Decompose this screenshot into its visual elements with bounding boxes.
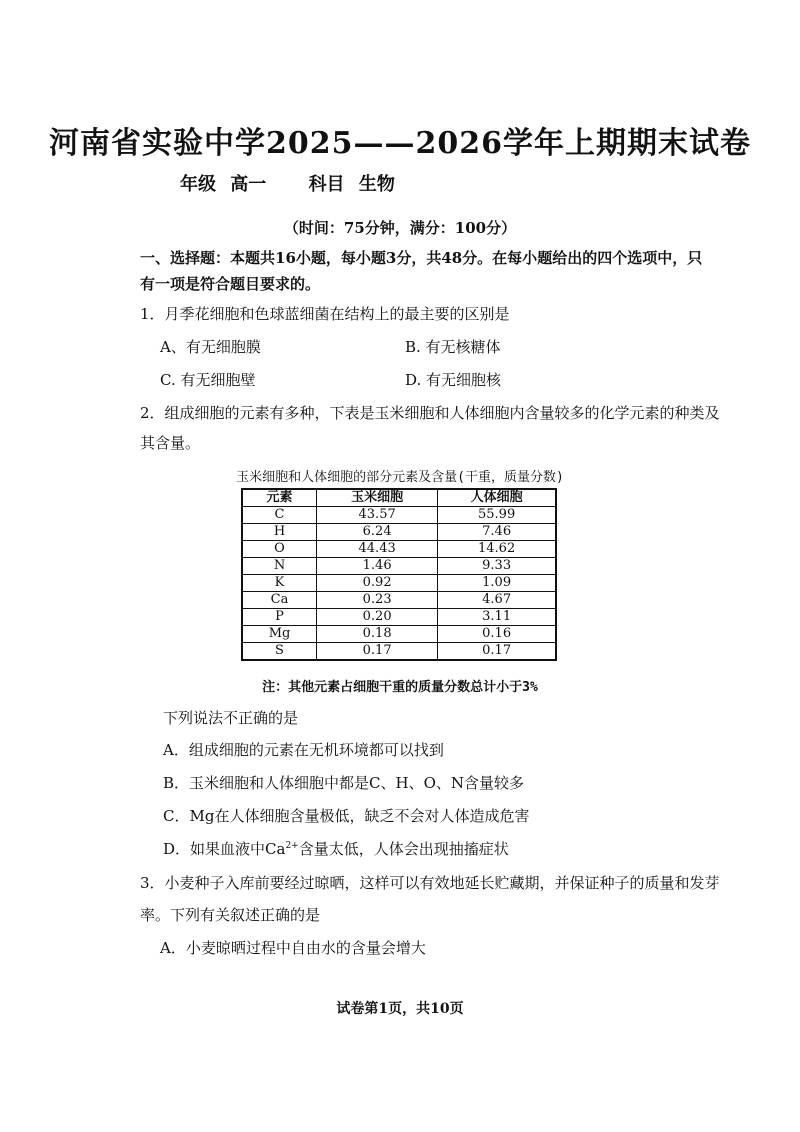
table-row [242, 575, 556, 592]
question-1-stem: 1．月季花细胞和色球蓝细菌在结构上的最主要的区别是 [140, 305, 510, 323]
table-row [242, 592, 556, 609]
table-cell: 3.11 [438, 609, 556, 626]
table-row [242, 609, 556, 626]
question-2-stem-line1: 2．组成细胞的元素有多种，下表是玉米细胞和人体细胞内含量较多的化学元素的种类及 [140, 404, 720, 422]
table-cell: 0.92 [317, 575, 438, 592]
table-row [242, 524, 556, 541]
table-cell: 55.99 [438, 507, 556, 524]
table-cell: 9.33 [438, 558, 556, 575]
option-d-text-post: 含量太低，人体会出现抽搐症状 [298, 840, 509, 858]
question-2-option-b: B．玉米细胞和人体细胞中都是C、H、O、N含量较多 [163, 774, 525, 792]
calcium-charge-superscript: 2+ [285, 841, 299, 851]
time-note: （时间：75分钟，满分：100分） [283, 219, 517, 237]
table-cell: 0.18 [317, 626, 438, 643]
question-2-option-a: A．组成细胞的元素在无机环境都可以找到 [163, 741, 444, 759]
table-cell: 0.16 [438, 626, 556, 643]
question-3-stem-line2: 率。下列有关叙述正确的是 [140, 906, 321, 924]
table-cell: K [242, 575, 317, 592]
table-cell: 44.43 [317, 541, 438, 558]
table-note: 注：其他元素占细胞干重的质量分数总计小于3% [262, 680, 538, 695]
table-cell: C [242, 507, 317, 524]
table-cell: 43.57 [317, 507, 438, 524]
table-cell: 0.23 [317, 592, 438, 609]
table-cell: 14.62 [438, 541, 556, 558]
table-cell: 1.46 [317, 558, 438, 575]
table-cell: N [242, 558, 317, 575]
table-row [242, 643, 556, 661]
grade-subject-line [180, 170, 403, 196]
question-3-option-a: A．小麦晾晒过程中自由水的含量会增大 [160, 939, 426, 957]
page-footer: 试卷第1页，共10页 [336, 1001, 464, 1017]
table-row [242, 541, 556, 558]
table-cell: 6.24 [317, 524, 438, 541]
section1-instruction-line2: 有一项是符合题目要求的。 [140, 275, 321, 293]
table-cell: 0.20 [317, 609, 438, 626]
table-cell: Ca [242, 592, 317, 609]
table-row [242, 558, 556, 575]
table-cell: H [242, 524, 317, 541]
element-content-table [241, 488, 557, 661]
table-cell: 0.17 [438, 643, 556, 661]
question-2-option-d [163, 838, 509, 859]
table-header-row [242, 489, 556, 507]
table-header-element: 元素 [242, 489, 317, 507]
question-1-option-a: A、有无细胞膜 [160, 338, 261, 356]
table-row [242, 507, 556, 524]
table-row [242, 626, 556, 643]
table-caption: 玉米细胞和人体细胞的部分元素及含量(干重，质量分数) [236, 470, 564, 485]
subject-value: 生物 [358, 174, 395, 195]
subject-label: 科目 [308, 174, 345, 195]
table-cell: P [242, 609, 317, 626]
table-cell: 4.67 [438, 592, 556, 609]
table-cell: Mg [242, 626, 317, 643]
section1-instruction-line1: 一、选择题：本题共16小题，每小题3分，共48分。在每小题给出的四个选项中，只 [140, 249, 703, 267]
question-1-option-c: C. 有无细胞壁 [160, 371, 256, 389]
question-3-stem-line1: 3．小麦种子入库前要经过晾晒，这样可以有效地延长贮藏期，并保证种子的质量和发芽 [140, 874, 720, 892]
table-header-human: 人体细胞 [438, 489, 556, 507]
table-header-corn: 玉米细胞 [317, 489, 438, 507]
table-cell: 7.46 [438, 524, 556, 541]
table-cell: 1.09 [438, 575, 556, 592]
question-2-stem-line2: 其含量。 [140, 434, 201, 452]
grade-value: 高一 [230, 174, 267, 195]
question-2-option-c: C．Mg在人体细胞含量极低，缺乏不会对人体造成危害 [163, 807, 530, 825]
question-2-prompt: 下列说法不正确的是 [163, 709, 299, 727]
option-d-text-pre: D．如果血液中Ca [163, 840, 286, 858]
table-cell: S [242, 643, 317, 661]
question-1-option-d: D. 有无细胞核 [405, 371, 502, 389]
exam-title: 河南省实验中学2025——2026学年上期期末试卷 [49, 126, 751, 161]
table-cell: 0.17 [317, 643, 438, 661]
question-1-option-b: B. 有无核糖体 [405, 338, 501, 356]
table-cell: O [242, 541, 317, 558]
grade-label: 年级 [180, 174, 216, 195]
